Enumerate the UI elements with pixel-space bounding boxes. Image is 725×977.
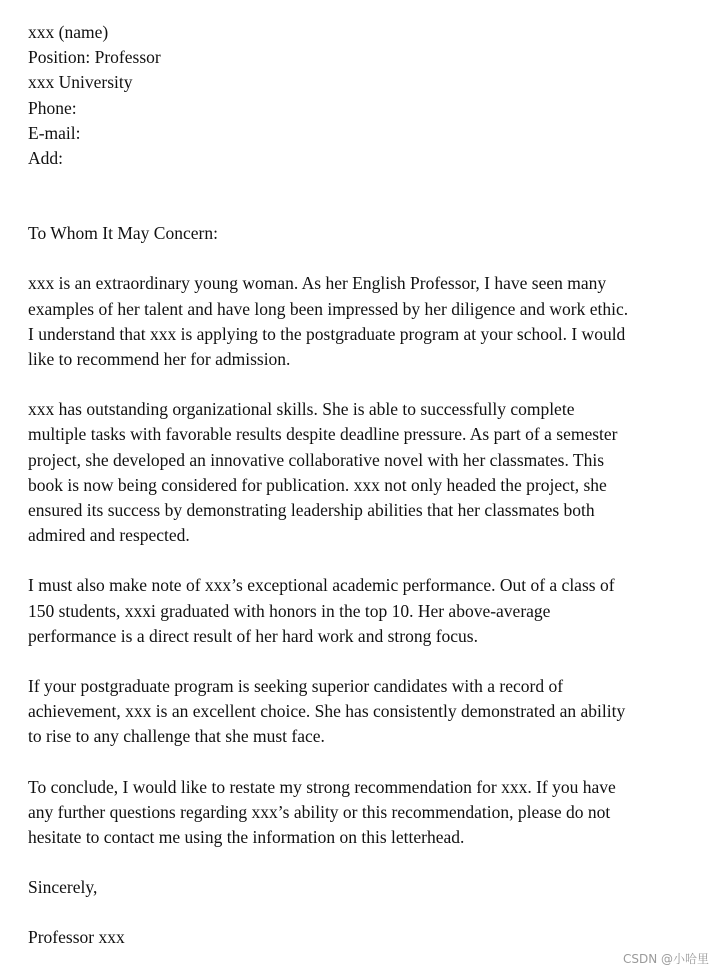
sender-info-block	[28, 20, 708, 171]
paragraph-line: xxx has outstanding organizational skills. She is able to successfully complete	[28, 399, 575, 420]
paragraph-line: xxx is an extraordinary young woman. As her English Professor, I have seen many	[28, 273, 607, 294]
sender-email: E-mail:	[28, 122, 81, 143]
paragraph-line: performance is a direct result of her hard work and strong focus.	[28, 625, 478, 646]
closing-text: Sincerely,	[28, 877, 98, 898]
closing	[28, 875, 708, 900]
paragraph-line: I must also make note of xxx’s exceptional academic performance. Out of a class of	[28, 575, 615, 596]
sender-name: xxx (name)	[28, 22, 109, 42]
paragraph-line: To conclude, I would like to restate my strong recommendation for xxx. If you have	[28, 776, 616, 797]
paragraph-line: examples of her talent and have long been impressed by her diligence and work ethic.	[28, 298, 629, 319]
signature-name: Professor xxx	[28, 927, 125, 948]
paragraph-conclusion	[28, 775, 708, 851]
letter-body	[28, 20, 708, 951]
sender-university: xxx University	[28, 72, 133, 93]
paragraph-line: book is now being considered for publication. xxx not only headed the project, she	[28, 474, 607, 495]
paragraph-line: 150 students, xxxi graduated with honors in the top 10. Her above-average	[28, 600, 551, 621]
paragraph-line: ensured its success by demonstrating leadership abilities that her classmates both	[28, 500, 595, 521]
signature	[28, 925, 708, 950]
paragraph-line: like to recommend her for admission.	[28, 349, 291, 370]
paragraph-introduction	[28, 271, 708, 372]
paragraph-line: any further questions regarding xxx’s ability or this recommendation, please do not	[28, 801, 611, 822]
paragraph-candidate-recommendation	[28, 674, 708, 750]
paragraph-line: multiple tasks with favorable results despite deadline pressure. As part of a semester	[28, 424, 618, 445]
sender-address: Add:	[28, 148, 63, 169]
sender-phone: Phone:	[28, 97, 77, 118]
sender-position: Position: Professor	[28, 47, 161, 68]
paragraph-line: achievement, xxx is an excellent choice. She has consistently demonstrated an ability	[28, 701, 626, 722]
paragraph-line: admired and respected.	[28, 525, 190, 546]
paragraph-academic-performance	[28, 573, 708, 649]
paragraph-line: I understand that xxx is applying to the postgraduate program at your school. I would	[28, 323, 626, 344]
paragraph-line: If your postgraduate program is seeking superior candidates with a record of	[28, 676, 564, 697]
paragraph-line: to rise to any challenge that she must face.	[28, 726, 325, 747]
paragraph-line: project, she developed an innovative collaborative novel with her classmates. This	[28, 449, 605, 470]
salutation-text: To Whom It May Concern:	[28, 223, 218, 244]
paragraph-organizational-skills	[28, 397, 708, 548]
watermark-text: CSDN @小哈里	[622, 952, 709, 966]
salutation	[28, 221, 708, 246]
paragraph-line: hesitate to contact me using the information on this letterhead.	[28, 827, 465, 848]
